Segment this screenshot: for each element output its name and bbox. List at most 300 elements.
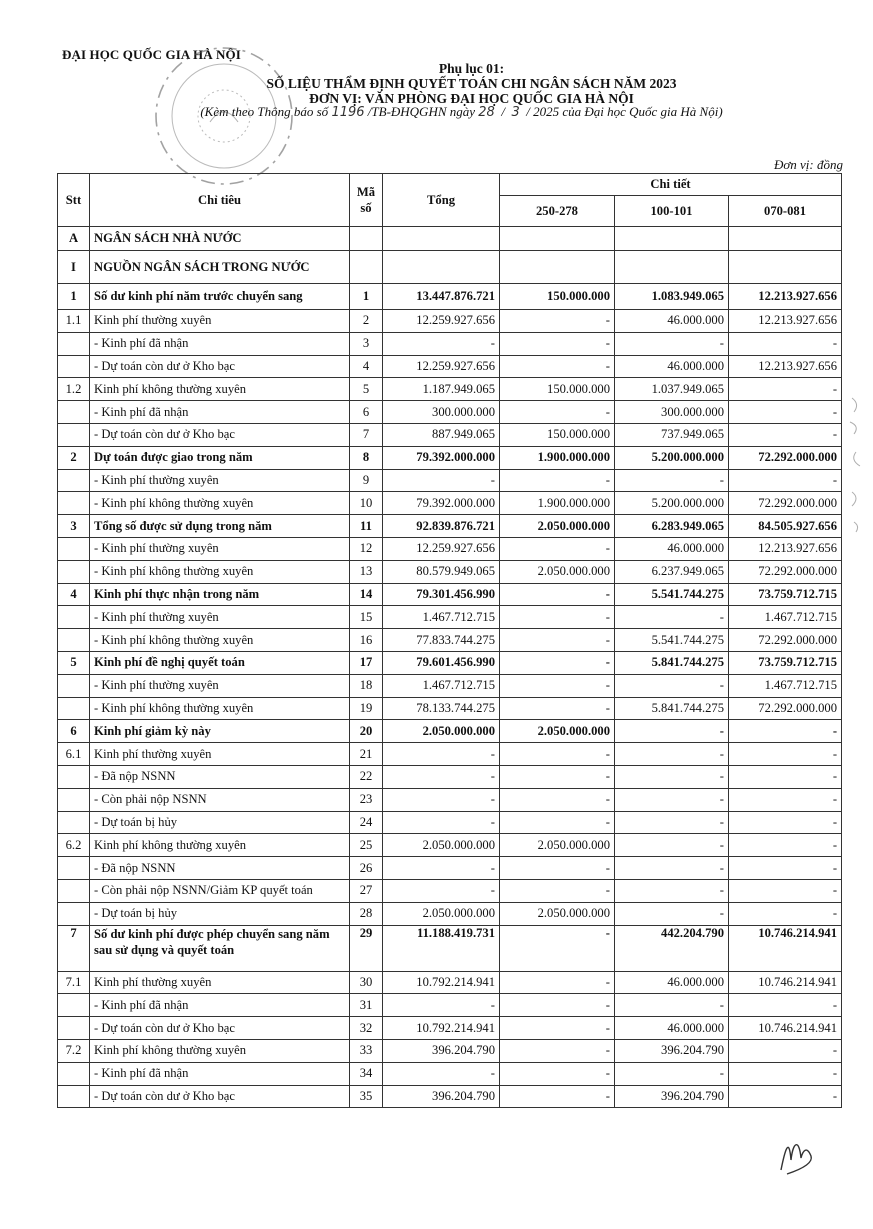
row-stt: 6.1: [58, 743, 90, 766]
row-100-101: -: [615, 857, 729, 880]
table-row: [58, 515, 842, 538]
row-070-081: 10.746.214.941: [729, 1017, 842, 1040]
row-tong: [383, 227, 500, 251]
row-stt: A: [58, 227, 90, 251]
row-tong: 396.204.790: [383, 1039, 500, 1062]
row-label: - Kinh phí thường xuyên: [90, 606, 350, 629]
table-row: [58, 310, 842, 333]
row-tong: 78.133.744.275: [383, 697, 500, 720]
row-stt: 7.1: [58, 971, 90, 994]
row-ma-so: 34: [350, 1062, 383, 1085]
row-tong: 300.000.000: [383, 401, 500, 424]
row-250-278: -: [500, 697, 615, 720]
row-100-101: 737.949.065: [615, 423, 729, 446]
header-100-101: 100-101: [615, 196, 729, 227]
margin-stamp-marks: [846, 392, 870, 552]
row-250-278: [500, 251, 615, 284]
row-stt: 5: [58, 651, 90, 674]
row-070-081: 72.292.000.000: [729, 560, 842, 583]
row-070-081: 72.292.000.000: [729, 492, 842, 515]
table-row: [58, 355, 842, 378]
row-250-278: -: [500, 994, 615, 1017]
row-250-278: -: [500, 765, 615, 788]
row-250-278: -: [500, 788, 615, 811]
row-stt: 1.2: [58, 378, 90, 401]
row-tong: 2.050.000.000: [383, 720, 500, 743]
row-label: - Dự toán còn dư ở Kho bạc: [90, 355, 350, 378]
title-line-3: ĐƠN VỊ: VĂN PHÒNG ĐẠI HỌC QUỐC GIA HÀ NỘI: [309, 91, 634, 106]
row-250-278: -: [500, 857, 615, 880]
row-tong: -: [383, 879, 500, 902]
row-stt: 6.2: [58, 834, 90, 857]
row-tong: 12.259.927.656: [383, 355, 500, 378]
table-row: [58, 879, 842, 902]
row-stt: [58, 994, 90, 1017]
row-070-081: -: [729, 332, 842, 355]
table-row: [58, 834, 842, 857]
header-tong: Tổng: [383, 174, 500, 227]
row-tong: 80.579.949.065: [383, 560, 500, 583]
row-250-278: -: [500, 629, 615, 652]
row-070-081: -: [729, 401, 842, 424]
row-100-101: -: [615, 1062, 729, 1085]
row-stt: [58, 401, 90, 424]
row-100-101: -: [615, 834, 729, 857]
row-100-101: 5.541.744.275: [615, 583, 729, 606]
row-stt: [58, 1062, 90, 1085]
row-100-101: 5.200.000.000: [615, 446, 729, 469]
row-tong: 396.204.790: [383, 1085, 500, 1108]
row-label: - Còn phải nộp NSNN: [90, 788, 350, 811]
ref-month: 3: [511, 105, 520, 120]
row-label: - Kinh phí đã nhận: [90, 994, 350, 1017]
header-stt: Stt: [58, 174, 90, 227]
row-ma-so: 29: [350, 925, 383, 971]
row-070-081: -: [729, 469, 842, 492]
row-tong: -: [383, 765, 500, 788]
row-100-101: 5.200.000.000: [615, 492, 729, 515]
table-row: [58, 284, 842, 310]
row-070-081: 12.213.927.656: [729, 284, 842, 310]
row-ma-so: 5: [350, 378, 383, 401]
table-row: [58, 227, 842, 251]
row-100-101: 46.000.000: [615, 537, 729, 560]
table-row: [58, 811, 842, 834]
row-250-278: 150.000.000: [500, 284, 615, 310]
row-070-081: -: [729, 902, 842, 925]
row-stt: [58, 355, 90, 378]
row-stt: [58, 537, 90, 560]
row-label: Kinh phí thực nhận trong năm: [90, 583, 350, 606]
row-label: Kinh phí không thường xuyên: [90, 1039, 350, 1062]
table-row: [58, 401, 842, 424]
row-stt: [58, 765, 90, 788]
row-label: Kinh phí không thường xuyên: [90, 834, 350, 857]
table-row: [58, 492, 842, 515]
row-250-278: -: [500, 537, 615, 560]
row-070-081: -: [729, 720, 842, 743]
row-stt: I: [58, 251, 90, 284]
row-250-278: -: [500, 332, 615, 355]
row-ma-so: 17: [350, 651, 383, 674]
row-label: Dự toán được giao trong năm: [90, 446, 350, 469]
row-stt: 2: [58, 446, 90, 469]
row-stt: [58, 1017, 90, 1040]
table-row: [58, 697, 842, 720]
row-070-081: [729, 251, 842, 284]
row-100-101: 46.000.000: [615, 1017, 729, 1040]
row-250-278: 1.900.000.000: [500, 492, 615, 515]
row-070-081: 1.467.712.715: [729, 674, 842, 697]
row-070-081: 73.759.712.715: [729, 583, 842, 606]
table-row: [58, 629, 842, 652]
row-ma-so: [350, 227, 383, 251]
table-row: [58, 537, 842, 560]
row-250-278: 2.050.000.000: [500, 834, 615, 857]
row-250-278: -: [500, 651, 615, 674]
row-250-278: 2.050.000.000: [500, 902, 615, 925]
row-ma-so: 23: [350, 788, 383, 811]
row-ma-so: 7: [350, 423, 383, 446]
row-100-101: -: [615, 720, 729, 743]
ref-day: 28: [478, 105, 495, 120]
row-tong: -: [383, 1062, 500, 1085]
row-ma-so: 16: [350, 629, 383, 652]
row-250-278: 150.000.000: [500, 423, 615, 446]
row-100-101: -: [615, 743, 729, 766]
unit-label: Đơn vị: đồng: [773, 157, 843, 172]
row-ma-so: 13: [350, 560, 383, 583]
row-tong: -: [383, 857, 500, 880]
row-tong: 12.259.927.656: [383, 310, 500, 333]
row-250-278: 1.900.000.000: [500, 446, 615, 469]
row-250-278: -: [500, 1039, 615, 1062]
row-tong: 2.050.000.000: [383, 834, 500, 857]
row-100-101: -: [615, 674, 729, 697]
row-tong: 10.792.214.941: [383, 971, 500, 994]
table-row: [58, 560, 842, 583]
row-070-081: 10.746.214.941: [729, 971, 842, 994]
row-stt: [58, 811, 90, 834]
row-ma-so: 10: [350, 492, 383, 515]
ref-suffix: / 2025 của Đại học Quốc gia Hà Nội): [526, 104, 723, 119]
row-250-278: -: [500, 879, 615, 902]
ref-prefix: (Kèm theo Thông báo số: [200, 104, 329, 119]
table-row: [58, 1017, 842, 1040]
header-070-081: 070-081: [729, 196, 842, 227]
row-ma-so: 20: [350, 720, 383, 743]
row-stt: [58, 629, 90, 652]
row-tong: -: [383, 788, 500, 811]
row-label: - Dự toán còn dư ở Kho bạc: [90, 1085, 350, 1108]
row-tong: 887.949.065: [383, 423, 500, 446]
row-100-101: 300.000.000: [615, 401, 729, 424]
row-tong: -: [383, 332, 500, 355]
row-100-101: -: [615, 469, 729, 492]
row-tong: 10.792.214.941: [383, 1017, 500, 1040]
table-row: [58, 857, 842, 880]
row-250-278: -: [500, 811, 615, 834]
row-tong: 13.447.876.721: [383, 284, 500, 310]
row-label: - Kinh phí thường xuyên: [90, 674, 350, 697]
ref-number: 1196: [331, 105, 365, 120]
row-ma-so: 21: [350, 743, 383, 766]
table-row: [58, 765, 842, 788]
row-100-101: 1.083.949.065: [615, 284, 729, 310]
row-100-101: 396.204.790: [615, 1085, 729, 1108]
row-label: - Dự toán còn dư ở Kho bạc: [90, 1017, 350, 1040]
row-070-081: -: [729, 811, 842, 834]
table-row: [58, 971, 842, 994]
row-label: - Kinh phí không thường xuyên: [90, 629, 350, 652]
row-stt: 3: [58, 515, 90, 538]
row-ma-so: 32: [350, 1017, 383, 1040]
row-250-278: 2.050.000.000: [500, 720, 615, 743]
table-row: [58, 583, 842, 606]
row-tong: -: [383, 469, 500, 492]
row-label: - Đã nộp NSNN: [90, 765, 350, 788]
table-row: [58, 423, 842, 446]
row-label: - Kinh phí không thường xuyên: [90, 560, 350, 583]
row-ma-so: 11: [350, 515, 383, 538]
row-ma-so: [350, 251, 383, 284]
ref-mid: /TB-ĐHQGHN ngày: [367, 104, 476, 119]
row-ma-so: 24: [350, 811, 383, 834]
row-stt: [58, 788, 90, 811]
row-250-278: -: [500, 674, 615, 697]
row-100-101: 46.000.000: [615, 355, 729, 378]
row-250-278: -: [500, 971, 615, 994]
table-row: [58, 743, 842, 766]
row-250-278: [500, 227, 615, 251]
row-tong: -: [383, 743, 500, 766]
row-stt: 1.1: [58, 310, 90, 333]
row-070-081: -: [729, 1085, 842, 1108]
row-label: - Còn phải nộp NSNN/Giảm KP quyết toán: [90, 879, 350, 902]
row-tong: -: [383, 811, 500, 834]
row-250-278: -: [500, 583, 615, 606]
row-stt: [58, 857, 90, 880]
row-stt: [58, 879, 90, 902]
row-100-101: -: [615, 902, 729, 925]
table-row: [58, 902, 842, 925]
table-row: [58, 1039, 842, 1062]
row-250-278: -: [500, 355, 615, 378]
row-stt: [58, 560, 90, 583]
row-250-278: 2.050.000.000: [500, 515, 615, 538]
header-chi-tieu: Chỉ tiêu: [90, 174, 350, 227]
table-row: [58, 674, 842, 697]
row-label: - Đã nộp NSNN: [90, 857, 350, 880]
row-ma-so: 3: [350, 332, 383, 355]
row-100-101: -: [615, 788, 729, 811]
row-100-101: 442.204.790: [615, 925, 729, 971]
table-row: [58, 788, 842, 811]
row-ma-so: 1: [350, 284, 383, 310]
row-250-278: -: [500, 1085, 615, 1108]
title-line-1: Phụ lục 01:: [438, 61, 505, 76]
row-label: Kinh phí thường xuyên: [90, 743, 350, 766]
row-100-101: 6.237.949.065: [615, 560, 729, 583]
row-ma-so: 9: [350, 469, 383, 492]
reference-line: (Kèm theo Thông báo số 1196 /TB-ĐHQGHN ngày 28 / 3 / 2025 của Đại học Quốc gia Hà Nội): [200, 104, 723, 120]
row-250-278: -: [500, 310, 615, 333]
row-ma-so: 25: [350, 834, 383, 857]
row-label: Kinh phí thường xuyên: [90, 310, 350, 333]
row-ma-so: 26: [350, 857, 383, 880]
row-250-278: -: [500, 1017, 615, 1040]
row-ma-so: 12: [350, 537, 383, 560]
row-tong: 1.467.712.715: [383, 606, 500, 629]
row-label: - Kinh phí đã nhận: [90, 401, 350, 424]
row-070-081: 12.213.927.656: [729, 355, 842, 378]
row-100-101: 5.841.744.275: [615, 697, 729, 720]
table-row: [58, 1062, 842, 1085]
row-label: Kinh phí giảm kỳ này: [90, 720, 350, 743]
row-stt: [58, 1085, 90, 1108]
row-070-081: -: [729, 834, 842, 857]
row-070-081: 10.746.214.941: [729, 925, 842, 971]
row-stt: [58, 606, 90, 629]
row-label: - Kinh phí đã nhận: [90, 1062, 350, 1085]
row-label: - Kinh phí đã nhận: [90, 332, 350, 355]
row-100-101: [615, 227, 729, 251]
row-250-278: -: [500, 743, 615, 766]
row-tong: 79.601.456.990: [383, 651, 500, 674]
row-070-081: -: [729, 765, 842, 788]
row-label: NGÂN SÁCH NHÀ NƯỚC: [90, 227, 350, 251]
row-stt: 7.2: [58, 1039, 90, 1062]
row-tong: -: [383, 994, 500, 1017]
title-line-2: SỐ LIỆU THẨM ĐỊNH QUYẾT TOÁN CHI NGÂN SÁCH NĂM 2023: [266, 76, 677, 91]
row-ma-so: 8: [350, 446, 383, 469]
row-100-101: -: [615, 879, 729, 902]
row-070-081: -: [729, 378, 842, 401]
table-row: [58, 925, 842, 971]
row-tong: 92.839.876.721: [383, 515, 500, 538]
row-250-278: -: [500, 925, 615, 971]
row-label: - Dự toán bị hủy: [90, 811, 350, 834]
row-ma-so: 19: [350, 697, 383, 720]
row-label: - Kinh phí thường xuyên: [90, 469, 350, 492]
row-stt: 6: [58, 720, 90, 743]
table-row: [58, 469, 842, 492]
row-070-081: -: [729, 1039, 842, 1062]
row-label: Số dư kinh phí được phép chuyển sang năm sau sử dụng và quyết toán: [90, 925, 350, 971]
row-070-081: 12.213.927.656: [729, 537, 842, 560]
row-ma-so: 30: [350, 971, 383, 994]
row-label: - Dự toán bị hủy: [90, 902, 350, 925]
row-label: - Dự toán còn dư ở Kho bạc: [90, 423, 350, 446]
row-tong: 2.050.000.000: [383, 902, 500, 925]
row-070-081: -: [729, 994, 842, 1017]
header-chi-tiet: Chi tiết: [500, 174, 842, 196]
row-100-101: 6.283.949.065: [615, 515, 729, 538]
row-070-081: 72.292.000.000: [729, 629, 842, 652]
row-250-278: -: [500, 469, 615, 492]
row-250-278: -: [500, 401, 615, 424]
row-label: - Kinh phí không thường xuyên: [90, 697, 350, 720]
table-row: [58, 378, 842, 401]
row-250-278: 2.050.000.000: [500, 560, 615, 583]
row-label: Số dư kinh phí năm trước chuyển sang: [90, 284, 350, 310]
row-tong: 79.392.000.000: [383, 492, 500, 515]
row-100-101: 1.037.949.065: [615, 378, 729, 401]
row-070-081: -: [729, 788, 842, 811]
table-row: [58, 332, 842, 355]
row-070-081: 1.467.712.715: [729, 606, 842, 629]
row-label: - Kinh phí không thường xuyên: [90, 492, 350, 515]
row-label: - Kinh phí thường xuyên: [90, 537, 350, 560]
row-tong: [383, 251, 500, 284]
row-250-278: -: [500, 606, 615, 629]
row-070-081: [729, 227, 842, 251]
row-label: NGUỒN NGÂN SÁCH TRONG NƯỚC: [90, 251, 350, 284]
row-070-081: -: [729, 857, 842, 880]
row-tong: 77.833.744.275: [383, 629, 500, 652]
header-ma-so: Mã số: [350, 174, 383, 227]
row-ma-so: 31: [350, 994, 383, 1017]
row-100-101: 396.204.790: [615, 1039, 729, 1062]
row-tong: 1.187.949.065: [383, 378, 500, 401]
row-label: Tổng số được sử dụng trong năm: [90, 515, 350, 538]
settlement-table: [57, 173, 842, 1108]
row-ma-so: 28: [350, 902, 383, 925]
row-stt: 1: [58, 284, 90, 310]
row-100-101: -: [615, 994, 729, 1017]
row-070-081: 84.505.927.656: [729, 515, 842, 538]
row-070-081: 73.759.712.715: [729, 651, 842, 674]
row-stt: [58, 674, 90, 697]
row-ma-so: 18: [350, 674, 383, 697]
row-stt: [58, 423, 90, 446]
row-tong: 79.392.000.000: [383, 446, 500, 469]
table-row: [58, 994, 842, 1017]
row-ma-so: 6: [350, 401, 383, 424]
row-250-278: 150.000.000: [500, 378, 615, 401]
organization-name: ĐẠI HỌC QUỐC GIA HÀ NỘI: [62, 47, 241, 62]
table-row: [58, 1085, 842, 1108]
row-070-081: -: [729, 879, 842, 902]
row-stt: [58, 902, 90, 925]
row-100-101: [615, 251, 729, 284]
row-ma-so: 2: [350, 310, 383, 333]
row-label: Kinh phí thường xuyên: [90, 971, 350, 994]
row-tong: 11.188.419.731: [383, 925, 500, 971]
handwritten-initial-signature: [775, 1130, 825, 1180]
row-100-101: 46.000.000: [615, 971, 729, 994]
row-070-081: 72.292.000.000: [729, 446, 842, 469]
table-row: [58, 446, 842, 469]
row-stt: [58, 332, 90, 355]
row-ma-so: 14: [350, 583, 383, 606]
row-100-101: -: [615, 606, 729, 629]
row-stt: [58, 697, 90, 720]
row-100-101: 5.541.744.275: [615, 629, 729, 652]
row-070-081: -: [729, 1062, 842, 1085]
row-070-081: -: [729, 743, 842, 766]
table-row: [58, 251, 842, 284]
row-ma-so: 4: [350, 355, 383, 378]
row-070-081: 72.292.000.000: [729, 697, 842, 720]
row-tong: 12.259.927.656: [383, 537, 500, 560]
row-label: Kinh phí đề nghị quyết toán: [90, 651, 350, 674]
row-ma-so: 35: [350, 1085, 383, 1108]
row-100-101: 5.841.744.275: [615, 651, 729, 674]
row-label: Kinh phí không thường xuyên: [90, 378, 350, 401]
row-tong: 79.301.456.990: [383, 583, 500, 606]
row-ma-so: 27: [350, 879, 383, 902]
